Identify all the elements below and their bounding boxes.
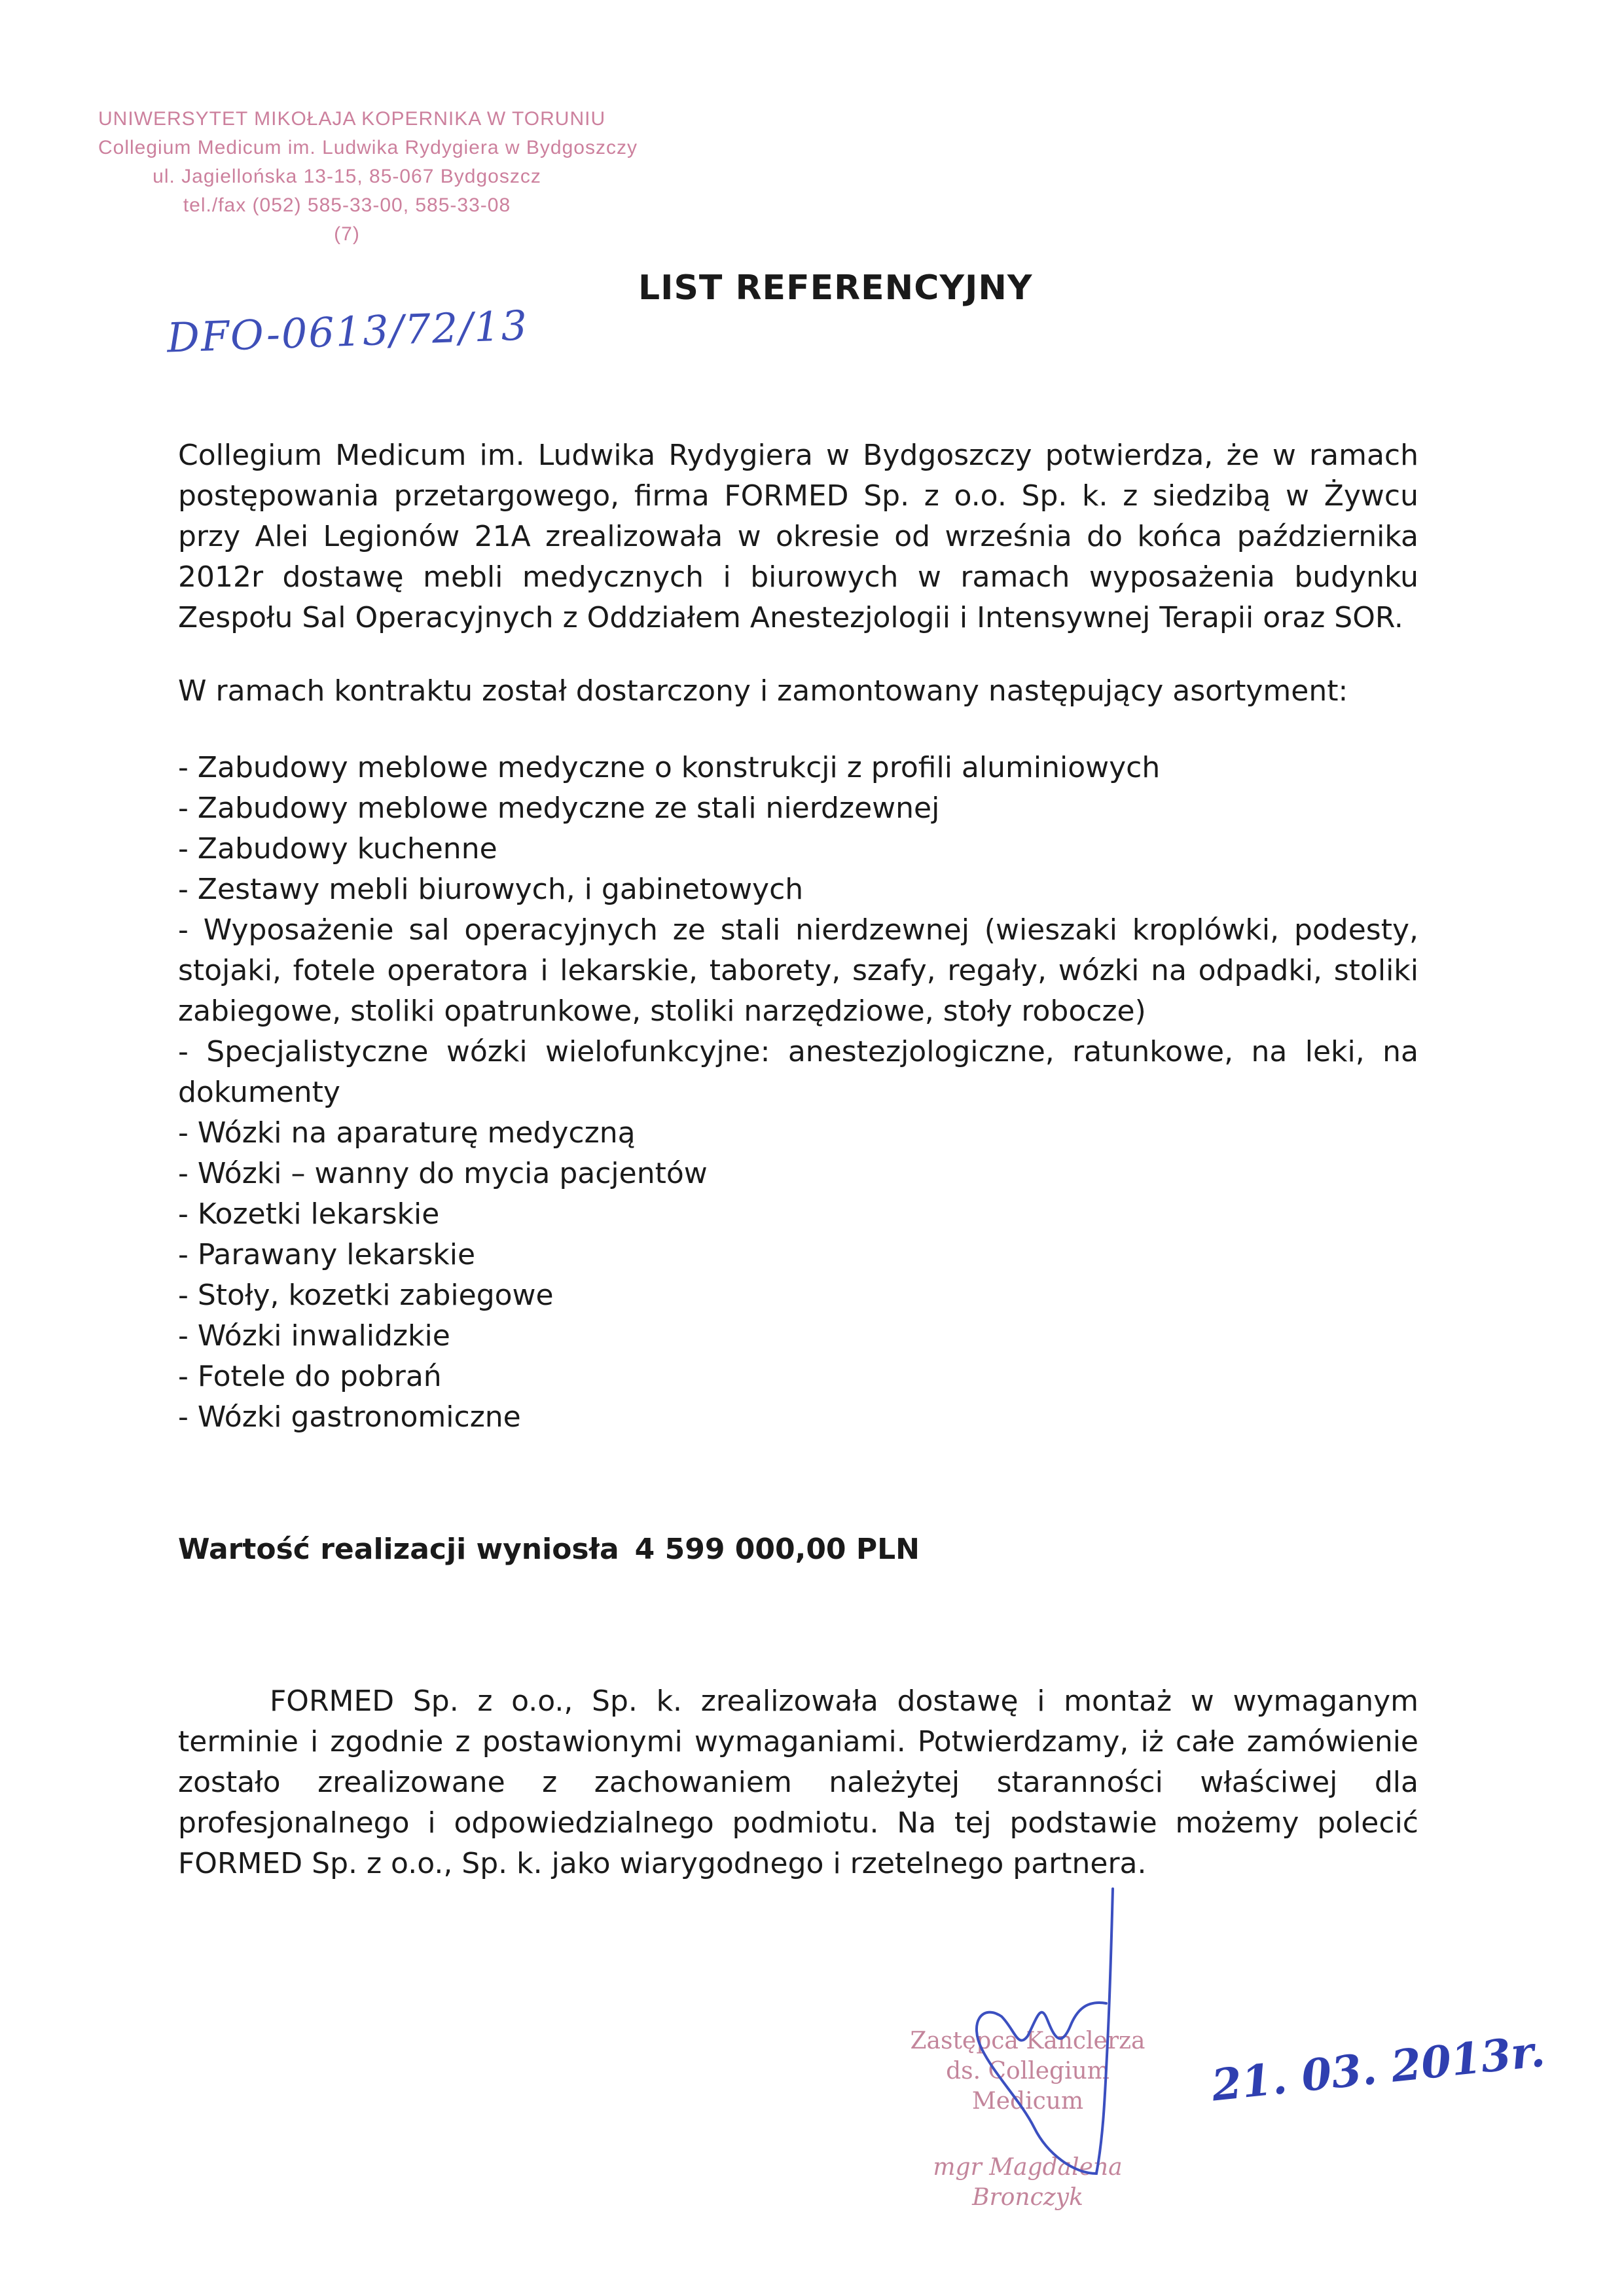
handwritten-date: 21. 03. 2013r. — [1209, 2025, 1547, 2111]
list-item: - Wózki na aparaturę medyczną — [178, 1116, 636, 1150]
letter-body — [178, 435, 1418, 1884]
list-item: - Wózki inwalidzkie — [178, 1319, 450, 1353]
stamp-line-code: (7) — [334, 223, 360, 245]
list-item: - Zestawy mebli biurowych, i gabinetowych — [178, 873, 804, 906]
scope-paragraph: W ramach kontraktu został dostarczony i zamontowany następujący asortyment: — [178, 674, 1348, 708]
list-item: - Parawany lekarskie — [178, 1238, 476, 1271]
list-item: - Zabudowy meblowe medyczne o konstrukcji z profili aluminiowych — [178, 751, 1161, 784]
signatory-department: ds. Collegium Medicum — [946, 2058, 1110, 2115]
signatory-title: Zastępca Kanclerza — [910, 2028, 1146, 2054]
assortment-list — [178, 748, 1418, 1438]
handwritten-signature — [956, 1885, 1152, 2187]
list-item: - Stoły, kozetki zabiegowe — [178, 1279, 554, 1312]
list-item: - Wózki gastronomiczne — [178, 1400, 521, 1434]
list-item: - Wózki – wanny do mycia pacjentów — [178, 1157, 708, 1190]
list-item: - Zabudowy meblowe medyczne ze stali nierdzewnej — [178, 792, 940, 825]
contract-value-amount: 4 599 000,00 PLN — [634, 1533, 920, 1566]
institution-stamp — [98, 105, 638, 249]
list-item: - Fotele do pobrań — [178, 1360, 442, 1393]
stamp-line-university: UNIWERSYTET MIKOŁAJA KOPERNIKA W TORUNIU — [98, 108, 606, 130]
intro-paragraph: Collegium Medicum im. Ludwika Rydygiera w Bydgoszczy potwierdza, że w ramach postępowania przetargowego, firma FORMED Sp. z o.o. Sp. k. z siedzibą w Żywcu przy Alei Legionów 21A zrealizowała w okresie od września do końca października 2012r dostawę mebli medycznych i biurowych w ramach wyposażenia budynku Zespołu Sal Operacyjnych z Oddziałem Anestezjologii i Intensywnej Terapii oraz SOR. — [178, 439, 1418, 634]
list-item: - Wyposażenie sal operacyjnych ze stali nierdzewnej (wieszaki kroplówki, podesty, stojaki, fotele operatora i lekarskie, taborety, szafy, regały, wózki na odpadki, stoliki zabiegowe, stoliki opatrunkowe, stoliki narzędziowe, stoły robocze) — [178, 913, 1418, 1028]
list-item: - Kozetki lekarskie — [178, 1197, 440, 1231]
list-item: - Specjalistyczne wózki wielofunkcyjne: anestezjologiczne, ratunkowe, na leki, na dokumenty — [178, 1035, 1418, 1109]
signatory-name: mgr Magdalena Bronczyk — [933, 2154, 1123, 2211]
stamp-line-address: ul. Jagiellońska 13-15, 85-067 Bydgoszcz — [153, 166, 541, 187]
closing-paragraph: FORMED Sp. z o.o., Sp. k. zrealizowała dostawę i montaż w wymaganym terminie i zgodnie z postawionymi wymaganiami. Potwierdzamy, iż całe zamówienie zostało zrealizowane z zachowaniem należytej staranności właściwej dla profesjonalnego i odpowiedzialnego podmiotu. Na tej podstawie możemy polecić FORMED Sp. z o.o., Sp. k. jako wiarygodnego i rzetelnego partnera. — [178, 1684, 1418, 1880]
document-title: LIST REFERENCYJNY — [638, 268, 1033, 308]
stamp-line-collegium: Collegium Medicum im. Ludwika Rydygiera w Bydgoszczy — [98, 137, 638, 158]
handwritten-reference-number: DFO-0613/72/13 — [166, 301, 530, 362]
contract-value — [178, 1529, 1418, 1570]
contract-value-label: Wartość realizacji wyniosła — [178, 1533, 619, 1566]
stamp-line-phone: tel./fax (052) 585-33-00, 585-33-08 — [183, 194, 511, 216]
list-item: - Zabudowy kuchenne — [178, 832, 497, 865]
